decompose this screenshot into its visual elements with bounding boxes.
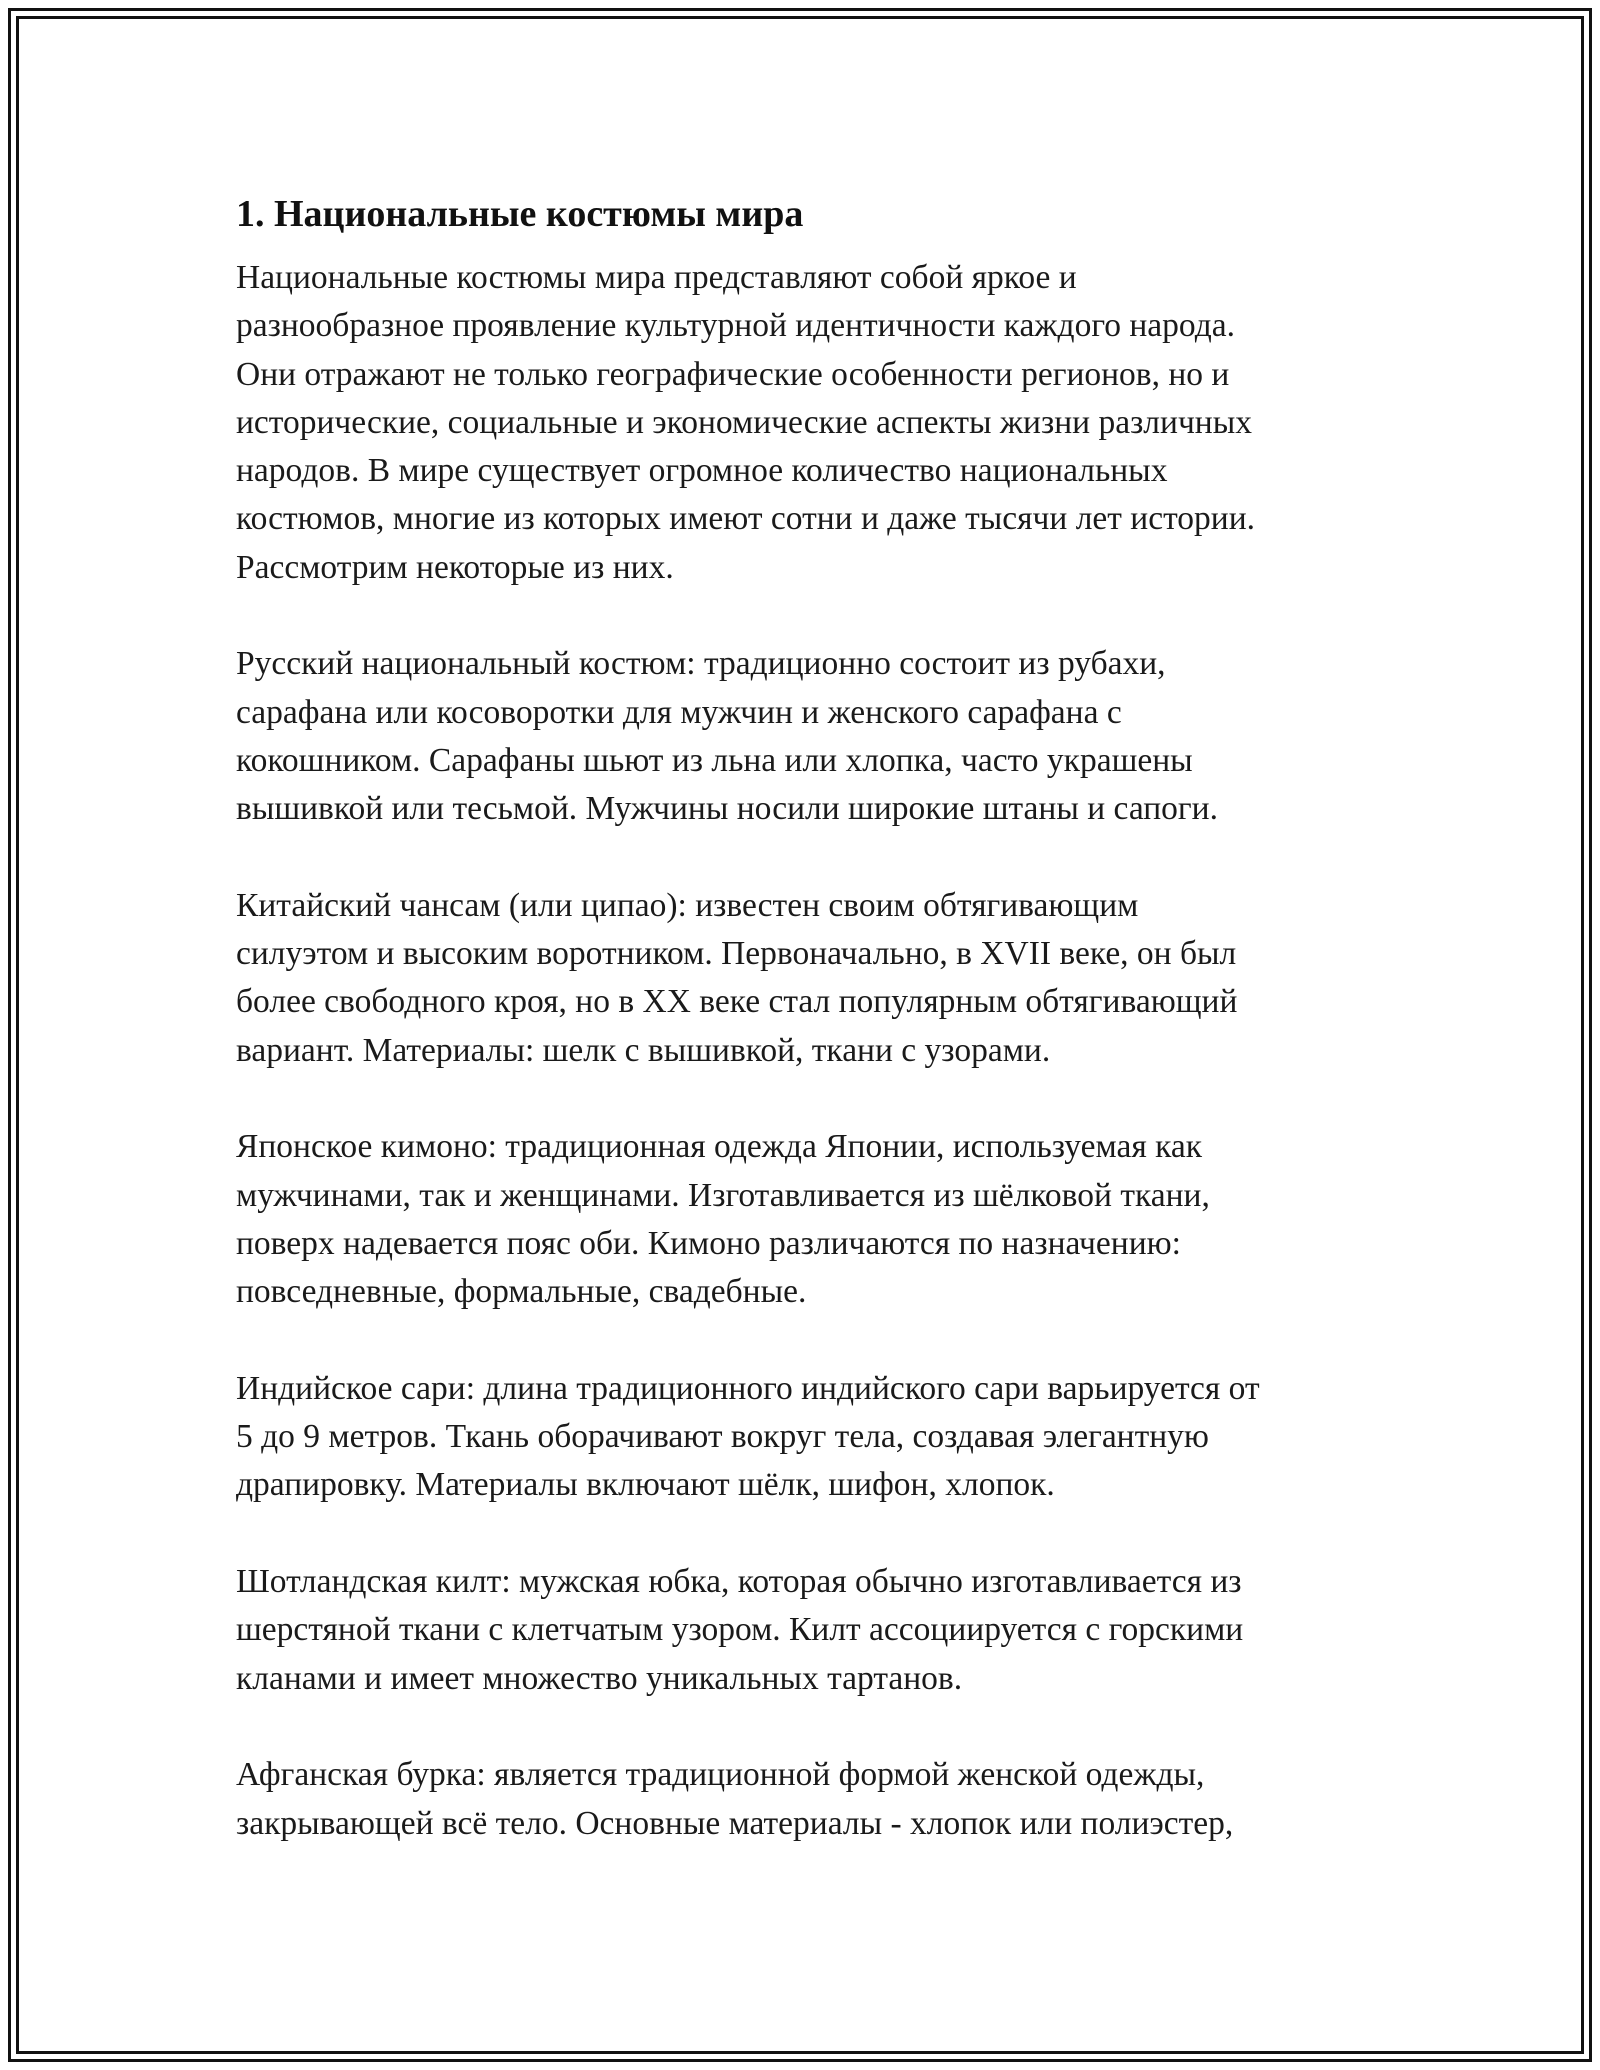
text-line: разнообразное проявление культурной идентичности каждого народа. [236, 307, 1235, 345]
text-line: сарафана или косоворотки для мужчин и женского сарафана с [236, 693, 1122, 731]
document-body [236, 186, 1376, 1896]
text-line: кланами и имеет множество уникальных тартанов. [236, 1659, 963, 1697]
paragraph-japanese-kimono [236, 1123, 1376, 1316]
text-line: силуэтом и высоким воротником. Первоначально, в XVII веке, он был [236, 935, 1237, 973]
text-line: закрывающей всё тело. Основные материалы - хлопок или полиэстер, [236, 1804, 1234, 1842]
text-line: вариант. Материалы: шелк с вышивкой, ткани с узорами. [236, 1031, 1051, 1069]
paragraph-scottish-kilt [236, 1558, 1376, 1703]
section-heading: 1. Национальные костюмы мира [236, 193, 804, 235]
text-line: шерстяной ткани с клетчатым узором. Килт ассоциируется с горскими [236, 1611, 1244, 1649]
text-line: Японское кимоно: традиционная одежда Японии, используемая как [236, 1128, 1203, 1166]
text-line: 5 до 9 метров. Ткань оборачивают вокруг тела, создавая элегантную [236, 1418, 1209, 1456]
text-line: Индийское сари: длина традиционного индийского сари варьируется от [236, 1369, 1260, 1407]
paragraph-afghan-burqa [236, 1751, 1376, 1848]
text-line: Русский национальный костюм: традиционно состоит из рубахи, [236, 645, 1166, 683]
text-line: драпировку. Материалы включают шёлк, шифон, хлопок. [236, 1466, 1055, 1504]
text-line: поверх надевается пояс оби. Кимоно различаются по назначению: [236, 1224, 1181, 1262]
text-line: более свободного кроя, но в XX веке стал популярным обтягивающий [236, 983, 1238, 1021]
text-line: мужчинами, так и женщинами. Изготавливается из шёлковой ткани, [236, 1176, 1210, 1214]
text-line: костюмов, многие из которых имеют сотни и даже тысячи лет истории. [236, 500, 1256, 538]
text-line: Афганская бурка: является традиционной формой женской одежды, [236, 1756, 1205, 1794]
text-line: кокошником. Сарафаны шьют из льна или хлопка, часто украшены [236, 741, 1193, 779]
paragraph-intro [236, 254, 1376, 592]
text-line: Китайский чансам (или ципао): известен своим обтягивающим [236, 886, 1139, 924]
text-line: Рассмотрим некоторые из них. [236, 548, 674, 586]
text-line: исторические, социальные и экономические аспекты жизни различных [236, 403, 1252, 441]
paragraph-indian-sari [236, 1365, 1376, 1510]
text-line: повседневные, формальные, свадебные. [236, 1273, 807, 1311]
text-line: Они отражают не только географические особенности регионов, но и [236, 355, 1230, 393]
paragraph-chinese-cheongsam [236, 882, 1376, 1075]
text-line: Шотландская килт: мужская юбка, которая обычно изготавливается из [236, 1563, 1242, 1601]
paragraph-russian-costume [236, 640, 1376, 833]
text-line: народов. В мире существует огромное количество национальных [236, 452, 1168, 490]
text-line: Национальные костюмы мира представляют собой яркое и [236, 259, 1077, 296]
text-line: вышивкой или тесьмой. Мужчины носили широкие штаны и сапоги. [236, 790, 1218, 828]
